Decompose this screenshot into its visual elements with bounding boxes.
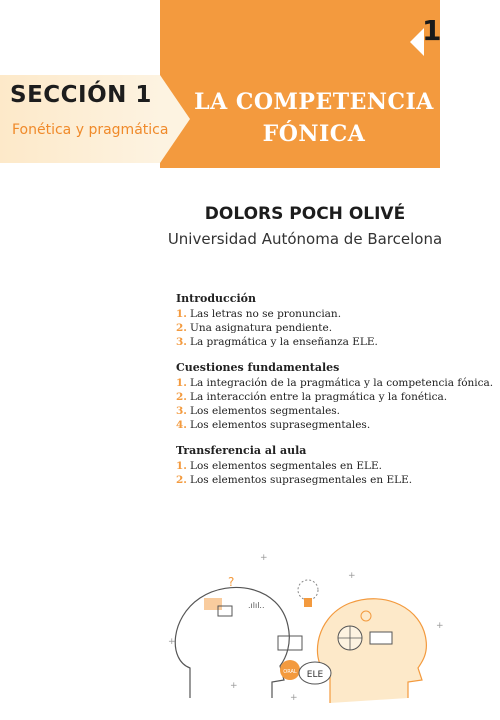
toc-item-number: 2. <box>176 391 187 403</box>
toc-item <box>176 459 476 473</box>
bars-icon: .ılıl.. <box>248 601 265 610</box>
toc-item <box>176 473 476 487</box>
toc-item <box>176 307 476 321</box>
section-arrow <box>160 75 190 163</box>
toc-item <box>176 335 476 349</box>
toc-item <box>176 404 476 418</box>
ele-bubble-label: ELE <box>306 670 324 680</box>
chapter-title-line2: FÓNICA <box>262 121 366 147</box>
toc-item-number: 1. <box>176 308 187 320</box>
toc-item-number: 4. <box>176 419 187 431</box>
oral-bubble-label: ORAL <box>283 669 297 675</box>
toc-item-text: La pragmática y la enseñanza ELE. <box>189 336 378 348</box>
toc-item-text: Las letras no se pronuncian. <box>189 308 342 320</box>
toc-group <box>176 292 476 349</box>
toc-item-text: La integración de la pragmática y la competencia fónica. <box>189 377 494 389</box>
toc-heading: Cuestiones fundamentales <box>176 361 340 374</box>
lightbulb-glow-icon <box>298 580 318 600</box>
toc-item-number: 3. <box>176 336 187 348</box>
table-of-contents <box>176 292 494 499</box>
section-subtitle: Fonética y pragmática <box>12 122 169 138</box>
toc-item <box>176 390 476 404</box>
toc-item-number: 1. <box>176 460 187 472</box>
toc-item <box>176 418 476 432</box>
plus-icon: + <box>436 621 444 631</box>
toc-item-number: 3. <box>176 405 187 417</box>
toc-item-number: 2. <box>176 322 187 334</box>
plus-icon: + <box>230 681 238 691</box>
section-title: SECCIÓN 1 <box>10 82 152 108</box>
toc-item-number: 2. <box>176 474 187 486</box>
author-name: DOLORS POCH OLIVÉ <box>204 204 406 224</box>
chapter-title <box>188 86 440 150</box>
toc-item-number: 1. <box>176 377 187 389</box>
chapter-title-line1: LA COMPETENCIA <box>194 89 434 115</box>
right-chat-icon <box>370 632 392 644</box>
plus-icon: + <box>168 637 176 647</box>
toc-item-text: Los elementos suprasegmentales. <box>189 419 371 431</box>
toc-item <box>176 321 476 335</box>
right-head-outline <box>317 599 426 703</box>
question-mark-icon: ? <box>228 575 235 589</box>
toc-group <box>176 361 494 432</box>
toc-heading: Transferencia al aula <box>176 444 307 457</box>
chapter-number: 1 <box>422 14 442 47</box>
heads-illustration <box>160 548 450 713</box>
toc-item-text: Los elementos suprasegmentales en ELE. <box>189 474 413 486</box>
toc-group <box>176 444 476 487</box>
toc-item-text: La interacción entre la pragmática y la fonética. <box>189 391 448 403</box>
toc-item-text: Los elementos segmentales. <box>189 405 341 417</box>
plus-icon: + <box>260 553 268 563</box>
toc-item <box>176 376 494 390</box>
plus-icon: + <box>348 571 356 581</box>
toc-heading: Introducción <box>176 292 256 305</box>
author-affiliation: Universidad Autónoma de Barcelona <box>167 230 443 248</box>
toc-item-text: Los elementos segmentales en ELE. <box>189 460 382 472</box>
toc-item-text: Una asignatura pendiente. <box>189 322 333 334</box>
plus-icon: + <box>290 693 298 703</box>
left-chat-icon <box>204 598 222 610</box>
lightbulb-icon <box>304 598 312 607</box>
